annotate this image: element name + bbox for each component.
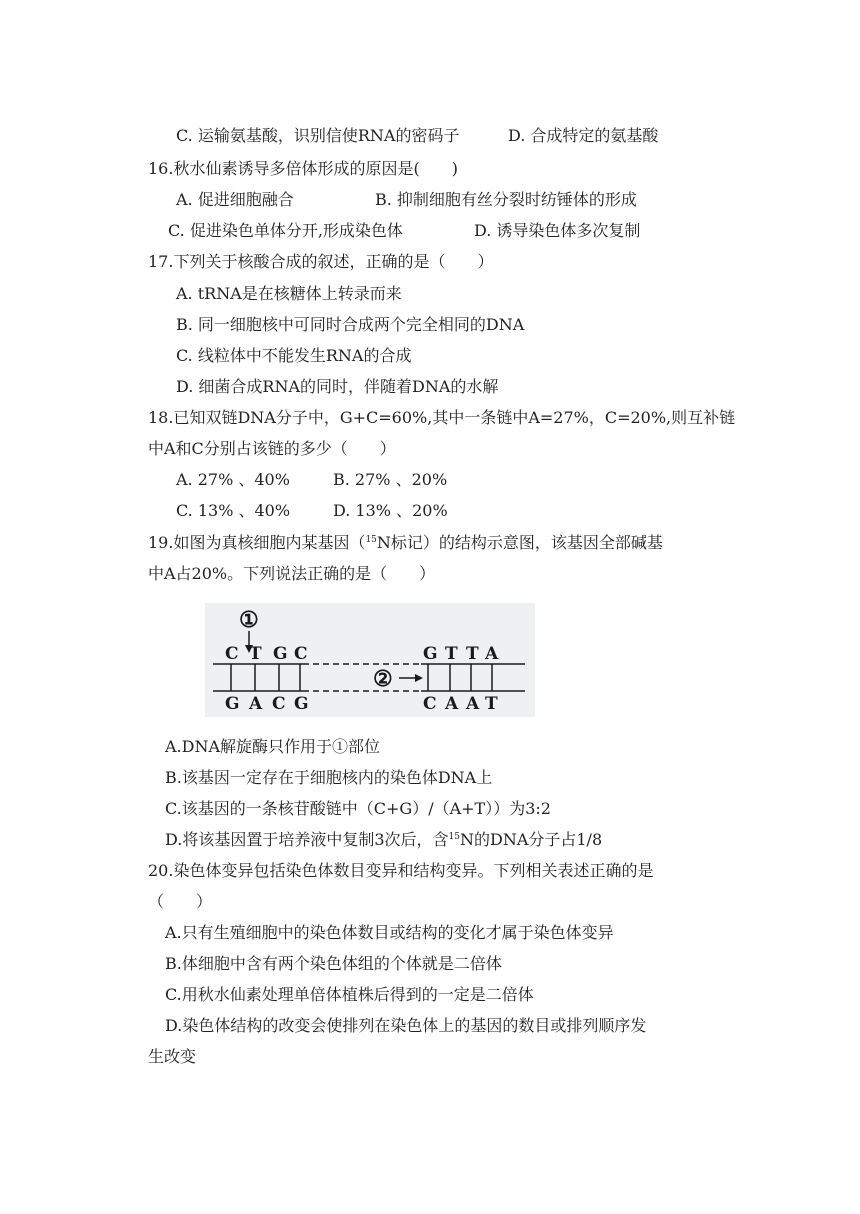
q18-stem-line1: 18.已知双链DNA分子中，G+C=60%,其中一条链中A=27%，C=20%,则互补链 (148, 408, 736, 427)
q18-option-b: B. 27% 、20% (333, 470, 448, 489)
base-bottom-6: A (445, 694, 459, 714)
q16-option-a: A. 促进细胞融合 (176, 190, 294, 209)
q16-option-b: B. 抑制细胞有丝分裂时纺锤体的形成 (375, 190, 637, 209)
q15-option-c: C. 运输氨基酸，识别信使RNA的密码子 (176, 126, 460, 145)
q19-stem-line1 (148, 532, 663, 554)
q16-stem: 16.秋水仙素诱导多倍体形成的原因是( ) (148, 159, 458, 178)
base-top-7: T (466, 644, 479, 664)
base-bottom-1: G (225, 694, 240, 714)
q19-option-a: A.DNA解旋酶只作用于①部位 (165, 737, 381, 756)
q17-option-c: C. 线粒体中不能发生RNA的合成 (176, 346, 412, 365)
q20-stem-line2: （ ） (148, 892, 213, 911)
q20-option-c: C.用秋水仙素处理单倍体植株后得到的一定是二倍体 (165, 985, 534, 1004)
dna-structure-figure (205, 603, 535, 717)
q17-option-d: D. 细菌合成RNA的同时，伴随着DNA的水解 (176, 377, 499, 396)
q20-option-d-line1: D.染色体结构的改变会使排列在染色体上的基因的数目或排列顺序发 (165, 1016, 647, 1035)
base-bottom-8: T (485, 694, 498, 714)
base-top-6: T (445, 644, 458, 664)
q18-stem-line2: 中A和C分别占该链的多少（ ） (148, 439, 396, 458)
base-top-1: C (225, 644, 239, 664)
q19-stem-part1: 19.如图为真核细胞内某基因（ (148, 533, 366, 552)
q17-option-a: A. tRNA是在核糖体上转录而来 (176, 284, 402, 303)
base-bottom-4: G (294, 694, 309, 714)
base-top-2: T (249, 644, 262, 664)
base-top-3: G (273, 644, 288, 664)
base-top-5: G (423, 644, 438, 664)
q20-stem-line1: 20.染色体变异包括染色体数目变异和结构变异。下列相关表述正确的是 (148, 861, 654, 880)
base-top-4: C (294, 644, 308, 664)
q19-stem-line2: 中A占20%。下列说法正确的是（ ） (148, 564, 436, 583)
q19-option-d (165, 829, 602, 851)
base-bottom-7: A (466, 694, 480, 714)
base-pair-rungs (231, 664, 492, 691)
marker-2: ② (373, 666, 393, 692)
q17-stem: 17.下列关于核酸合成的叙述，正确的是（ ） (148, 252, 494, 271)
q18-option-d: D. 13% 、20% (333, 501, 448, 520)
arrow-2-head (415, 674, 423, 682)
q15-option-d: D. 合成特定的氨基酸 (508, 126, 659, 145)
q17-option-b: B. 同一细胞核中可同时合成两个完全相同的DNA (176, 315, 525, 334)
q19-option-b: B.该基因一定存在于细胞核内的染色体DNA上 (165, 768, 493, 787)
q18-option-a: A. 27% 、40% (176, 470, 290, 489)
q19-option-c: C.该基因的一条核苷酸链中（C+G）/（A+T））为3:2 (165, 799, 551, 818)
base-bottom-3: C (272, 694, 286, 714)
isotope-superscript: 15 (448, 832, 460, 842)
dna-diagram (205, 603, 535, 717)
q20-option-d-line2: 生改变 (148, 1047, 197, 1066)
q18-option-c: C. 13% 、40% (176, 501, 291, 520)
marker-1: ① (239, 607, 259, 633)
q20-option-a: A.只有生殖细胞中的染色体数目或结构的变化才属于染色体变异 (165, 923, 614, 942)
q16-option-c: C. 促进染色单体分开,形成染色体 (168, 221, 403, 240)
base-bottom-2: A (249, 694, 263, 714)
q19-option-d-part1: D.将该基因置于培养液中复制3次后，含 (165, 830, 449, 849)
isotope-superscript: 15 (365, 535, 377, 545)
q19-stem-part2: N标记）的结构示意图，该基因全部碱基 (376, 533, 663, 552)
q16-option-d: D. 诱导染色体多次复制 (474, 221, 641, 240)
q20-option-b: B.体细胞中含有两个染色体组的个体就是二倍体 (165, 954, 502, 973)
q19-option-d-part2: N的DNA分子占1/8 (459, 830, 603, 849)
base-bottom-5: C (423, 694, 437, 714)
base-top-8: A (485, 644, 499, 664)
